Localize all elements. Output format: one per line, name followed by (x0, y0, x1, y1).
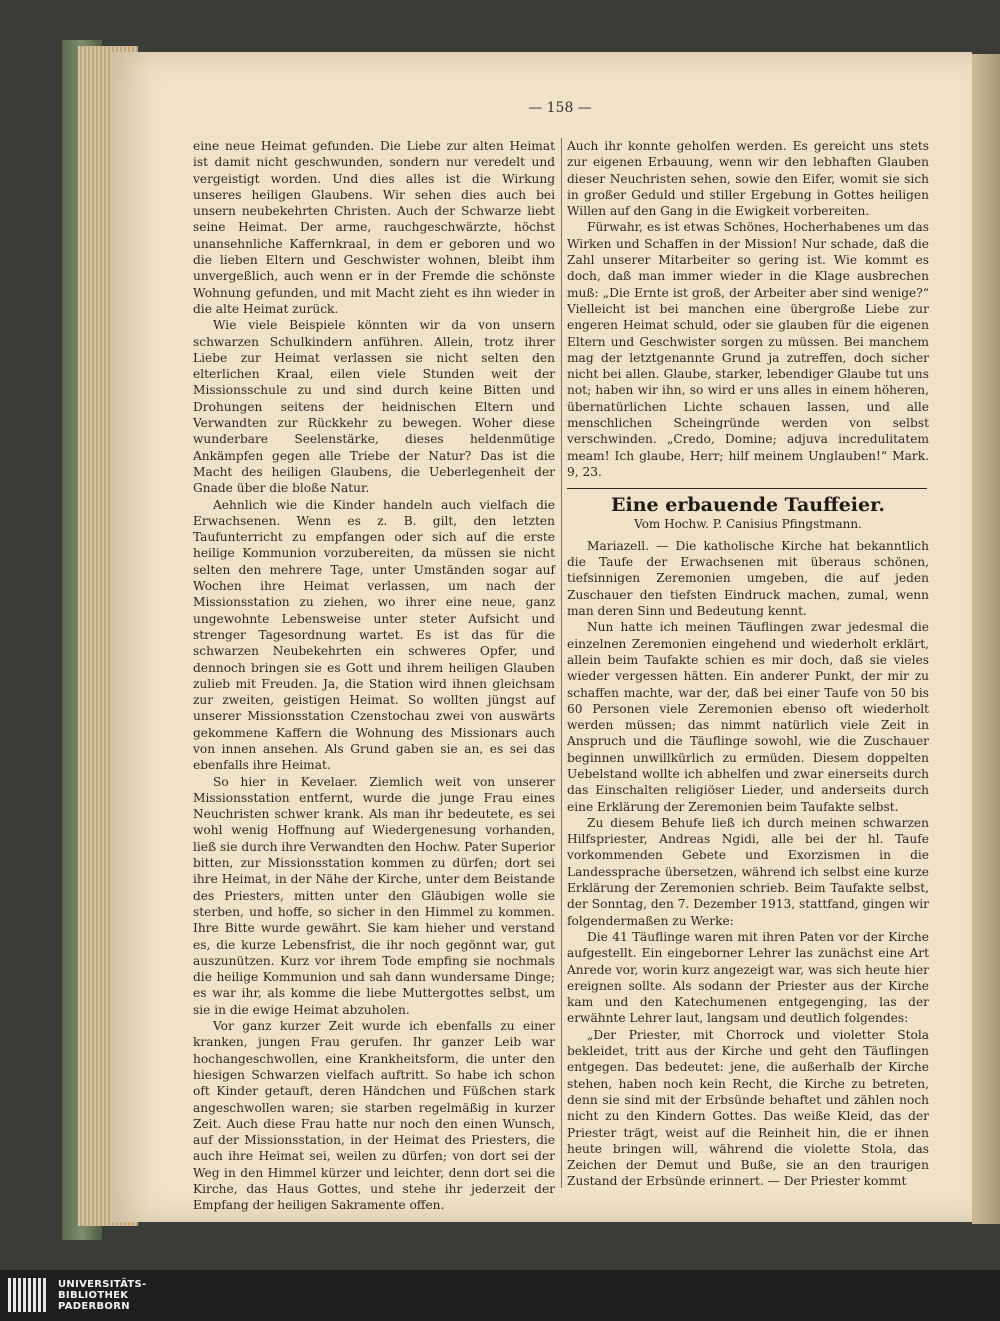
paragraph: „Der Priester, mit Chorrock und violetter Stola bekleidet, tritt aus der Kirche und geht den Täuflingen entgegen. Das bedeutet: jene, die außerhalb der Kirche stehen, haben noch kein Recht, die Kirche zu betreten, denn sie sind mit der Erbsünde behaftet und zählen noch nicht zu den Kindern Gottes. Das weiße Kleid, das der Priester trägt, weist auf die Reinheit hin, die er ihnen heute bringen will, während die violette Stola, das Zeichen der Demut und Buße, sie an den traurigen Zustand der Erbsünde erinnert. — Der Priester kommt (567, 1027, 929, 1189)
right-column (567, 138, 929, 1190)
paragraph: So hier in Kevelaer. Ziemlich weit von unserer Missionsstation entfernt, wurde die junge Frau eines Neuchristen schwer krank. Als man ihr bedeutete, es sei wohl wenig Hoffnung auf Wiedergenesung vorhanden, ließ sie durch ihre Verwandten den Hochw. Pater Superior bitten, zur Missionsstation kommen zu dürfen; dort sei ihre Heimat, in der Nähe der Kirche, unter dem Beistande des Priesters, mitten unter den Gläubigen wolle sie sterben, und hoffe, so sicher in den Himmel zu kommen. Ihre Bitte wurde gewährt. Sie kam hieher und verstand es, die kurze Lebensfrist, die ihr noch gegönnt war, gut auszunützen. Kurz vor ihrem Tode empfing sie nochmals die heilige Kommunion und sah dann wundersame Dinge; es war ihr, als komme die liebe Muttergottes selbst, um sie in die ewige Heimat abzuholen. (193, 774, 555, 1017)
paragraph: Fürwahr, es ist etwas Schönes, Hocherhabenes um das Wirken und Schaffen in der Mission! Nur schade, daß die Zahl unserer Mitarbeiter so gering ist. Wie kommt es doch, daß man immer wieder in die Klage ausbrechen muß: „Die Ernte ist groß, der Arbeiter aber sind wenige?“ Vielleicht ist bei manchen eine übergroße Liebe zur engeren Heimat schuld, oder sie glauben für die eigenen Eltern und Geschwister sorgen zu müssen. Bei manchem mag der letztgenannte Grund ja zutreffen, doch sicher nicht bei allen. Glaube, starker, lebendiger Glaube tut uns not; haben wir ihn, so wird er uns alles in einem höheren, übernatürlichen Lichte schauen lassen, und alle menschlichen Scheingründe werden von selbst verschwinden. „Credo, Domine; adjuva incredulitatem meam! Ich glaube, Herr; hilf meinem Unglauben!“ Mark. 9, 23. (567, 220, 929, 479)
right-page-edge (972, 54, 1000, 1224)
page-number: — 158 — (528, 100, 592, 116)
paragraph: eine neue Heimat gefunden. Die Liebe zur alten Heimat ist damit nicht geschwunden, sondern nur veredelt und vergeistigt worden. Und dies alles ist die Wirkung unseres heiligen Glaubens. Wir sehen dies auch bei unsern neubekehrten Christen. Auch der Schwarze liebt seine Heimat. Der arme, rauchgeschwärzte, höchst unansehnliche Kaffernkraal, in dem er geboren und wo die lieben Eltern und Geschwister wohnen, bleibt ihm unvergeßlich, auch wenn er in der Fremde die schönste Wohnung gefunden, und mit Macht zieht es ihn wieder in die alte Heimat zurück. (193, 139, 555, 316)
paragraph: Vor ganz kurzer Zeit wurde ich ebenfalls zu einer kranken, jungen Frau gerufen. Ihr ganzer Leib war hochangeschwollen, eine Krankheitsform, die unter den hiesigen Schwarzen vielfach auftritt. So habe ich schon oft Kinder getauft, deren Händchen und Füßchen stark angeschwollen waren; sie starben regelmäßig in kurzer Zeit. Auch diese Frau hatte nur noch den einen Wunsch, auf der Missionsstation, in der Heimat des Priesters, die auch ihre Heimat sei, weilen zu dürfen; von dort sei der Weg in den Himmel kürzer und leichter, denn dort sei die Kirche, das Haus Gottes, und stehe ihr jederzeit der Empfang der heiligen Sakramente offen. (193, 1019, 555, 1213)
paragraph: Mariazell. — Die katholische Kirche hat bekanntlich die Taufe der Erwachsenen mit überaus schönen, tiefsinnigen Zeremonien umgeben, die auf jeden Zuschauer den tiefsten Eindruck machen, zumal, wenn man deren Sinn und Bedeutung kennt. (567, 538, 929, 619)
right-column-top (567, 138, 929, 480)
library-line-1: UNIVERSITÄTS- (58, 1279, 147, 1290)
right-column-bottom (567, 538, 929, 1190)
library-line-3: PADERBORN (58, 1301, 130, 1312)
paragraph: Zu diesem Behufe ließ ich durch meinen schwarzen Hilfspriester, Andreas Ngidi, alle bei der hl. Taufe vorkommenden Gebete und Exorzismen in die Landessprache übersetzen, während ich selbst eine kurze Erklärung der Zeremonien schrieb. Beim Taufakte selbst, der Sonntag, den 7. Dezember 1913, stattfand, gingen wir folgendermaßen zu Werke: (567, 815, 929, 928)
paragraph: Wie viele Beispiele könnten wir da von unsern schwarzen Schulkindern anführen. Allein, trotz ihrer Liebe zur Heimat verlassen sie nicht selten den elterlichen Kraal, eilen viele Stunden weit der Missionsschule zu und sind durch keine Bitten und Drohungen seitens der heidnischen Eltern und Verwandten zur Rückkehr zu bewegen. Woher diese wunderbare Seelenstärke, dieses heldenmütige Ankämpfen gegen alle Triebe der Natur? Das ist die Macht des heiligen Glaubens, die Ueberlegenheit der Gnade über die bloße Natur. (193, 318, 555, 496)
library-name (58, 1279, 147, 1312)
paragraph: Nun hatte ich meinen Täuflingen zwar jedesmal die einzelnen Zeremonien eingehend und wiederholt erklärt, allein beim Taufakte schien es mir doch, daß sie vieles wieder vergessen hätten. Ein anderer Punkt, der mir zu schaffen machte, war der, daß bei einer Taufe von 50 bis 60 Personen viele Zeremonien ebenso oft wiederholt werden müssen; das nimmt natürlich viele Zeit in Anspruch und die Täuflinge sowohl, wie die Zuschauer beginnen unwillkürlich zu ermüden. Diesem doppelten Uebelstand wollte ich abhelfen und zwar einerseits durch das Einschalten religiöser Lieder, und anderseits durch eine Erklärung der Zeremonien beim Taufakte selbst. (567, 620, 929, 814)
article-rule (567, 488, 927, 489)
paragraph: Die 41 Täuflinge waren mit ihren Paten vor der Kirche aufgestellt. Ein eingeborner Lehrer las zunächst eine Art Anrede vor, worin kurz angezeigt war, was sich heute hier ereignen sollte. Als sodann der Priester aus der Kirche kam und den Katechumenen entgegenging, las der erwähnte Lehrer laut, langsam und deutlich folgendes: (567, 929, 929, 1026)
left-column (193, 138, 555, 1214)
column-divider (561, 138, 562, 1188)
article-byline: Vom Hochw. P. Canisius Pfingstmann. (634, 516, 862, 531)
article-title: Eine erbauende Tauffeier. (611, 494, 885, 517)
library-footer (0, 1270, 1000, 1321)
library-logo-icon (8, 1278, 52, 1312)
paragraph: Aehnlich wie die Kinder handeln auch vielfach die Erwachsenen. Wenn es z. B. gilt, den letzten Taufunterricht zu empfangen oder sich auf die erste heilige Kommunion vorzubereiten, da müssen sie nicht selten den mehrere Tage, unter Umständen sogar auf Wochen ihre Heimat verlassen, um nach der Missionsstation zu ziehen, wo ihrer eine neue, ganz ungewohnte Lebensweise unter steter Aufsicht und strenger Tagesordnung wartet. Es ist das für die schwarzen Neubekehrten ein schweres Opfer, und dennoch bringen sie es Gott und ihrem heiligen Glauben zulieb mit Freuden. Ja, die Station wird ihnen gleichsam zur zweiten, geistigen Heimat. So wollten jüngst auf unserer Missionsstation Czenstochau zwei von auswärts gekommene Kaffern die Wohnung des Missionars auch von innen ansehen. Als Grund gaben sie an, es sei das ebenfalls ihre Heimat. (193, 497, 555, 773)
library-line-2: BIBLIOTHEK (58, 1290, 129, 1301)
paragraph: Auch ihr konnte geholfen werden. Es gereicht uns stets zur eigenen Erbauung, wenn wir den lebhaften Glauben dieser Neuchristen sehen, sowie den Eifer, womit sie sich in großer Geduld und stiller Ergebung in Gottes heiligen Willen auf den Gang in die Ewigkeit vorbereiten. (567, 139, 929, 219)
